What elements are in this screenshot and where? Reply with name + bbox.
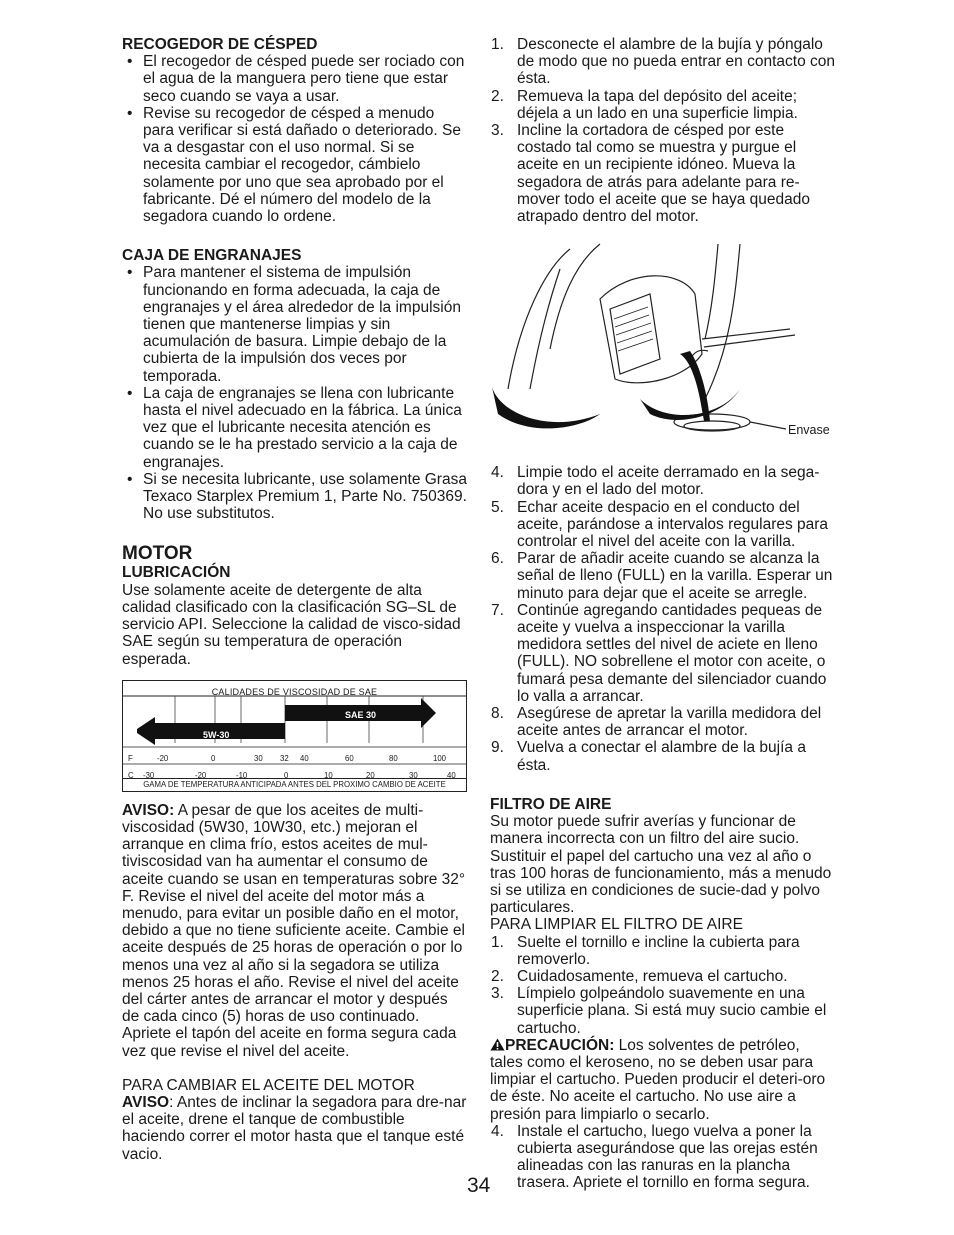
c-tick: 40 (447, 770, 456, 780)
motor-heading: MOTOR (122, 543, 193, 565)
list-item: • Para mantener el sistema de impulsión funcionando en forma adecuada, la caja de engranajes y el área alrededor de la impulsión tienen que mantenerse limpias y sin acumulación de basura. Limpie debajo de la cubierta de la impulsión dos veces por temporada. (122, 264, 467, 384)
c-axis-label: C (128, 770, 134, 780)
sae-chart-title: CALIDADES DE VISCOSIDAD DE SAE (211, 686, 378, 697)
c-tick: -30 (143, 770, 155, 780)
f-tick: 60 (345, 753, 354, 763)
list-item: • La caja de engranajes se llena con lubricante hasta el nivel adecuado en la fábrica. La única vez que el lubricante necesita atención es cuando se le ha prestado servicio a la caja de engranajes. (122, 385, 467, 471)
filtro-text: Su motor puede sufrir averías y funcionar de manera incorrecta con un filtro del aire sucio. Sustituir el papel del cartucho una vez al año o tras 100 horas de funcionamiento, más a menudo si se utiliza en condiciones de sucie-dad y polvo particulares. (490, 813, 832, 917)
aviso2-text: : Antes de inclinar la segadora para dre-nar el aceite, drene el tanque de combustible haciendo correr el motor hasta que el tanque esté vacio. (122, 1093, 467, 1163)
lubricacion-text: Use solamente aceite de detergente de alta calidad clasificado con la clasificación SG–SL de servicio API. Seleccione la calidad de visco-sidad SAE según su temperatura de operación esperada. (122, 581, 461, 668)
precaucion-paragraph (490, 1037, 835, 1123)
c-tick: 10 (324, 770, 333, 780)
precaucion-label: PRECAUCIÓN: (505, 1036, 615, 1054)
list-item: • Revise su recogedor de césped a menudo para verificar si está dañado o deteriorado. Se va a desgastar con el uso normal. Si se necesita cambiar el recogedor, cámbielo solamente por uno que sea aprobado por el fabricante. Dé el número del modelo de la segadora cuando lo ordene. (122, 105, 467, 225)
list-item: 3. Incline la cortadora de césped por este costado tal como se muestra y purgue el aceite en un recipiente idóneo. Mueva la segadora de atrás para adelante para re-mover todo el aceite que se haya quedado atrapado dentro del motor. (491, 122, 810, 226)
list-item: 2. Cuidadosamente, remueva el cartucho. (491, 967, 788, 985)
cambiar-heading: PARA CAMBIAR EL ACEITE DEL MOTOR (122, 1076, 415, 1094)
envase-label: Envase (788, 423, 830, 438)
list-item: 3. Límpielo golpeándolo suavemente en una superficie plana. Si está muy sucio cambie el cartucho. (491, 985, 827, 1037)
filtro-heading: FILTRO DE AIRE (490, 795, 612, 813)
f-tick: 32 (280, 753, 289, 763)
steps-list-b (490, 464, 835, 774)
f-tick: -20 (157, 753, 169, 763)
bar-5w30-label: 5W-30 (203, 729, 230, 740)
steps-list-a (490, 36, 835, 225)
lubricacion-heading: LUBRICACIÓN (122, 564, 231, 582)
caja-heading: CAJA DE ENGRANAJES (122, 247, 302, 265)
c-tick: 0 (284, 770, 289, 780)
list-item: 1. Desconecte el alambre de la bujía y póngalo de modo que no pueda entrar en contacto con ésta. (491, 36, 835, 88)
precaucion-text: Los solventes de petróleo, tales como el keroseno, no se deben usar para limpiar el cartucho. Pueden producir el deteri-oro de éste. No aceite el cartucho. No use aire a presión para limpiarlo o secarlo. (490, 1036, 826, 1123)
aviso-text: A pesar de que los aceites de multi-viscosidad (5W30, 10W30, etc.) mejoran el arranque en clima frío, estos aceites de mul-tiviscosidad van ha aumentar el consumo de aceite cuando se usan en temperaturas sobre 32° F. Revise el nivel del aceite del motor más a menudo, para evitar un posible daño en el motor, debido a que no tiene suficiente aceite. Cambie el aceite después de 25 horas de operación o por lo menos una vez al año si la segadora se utiliza menos 25 horas el año. Revise el nivel del aceite del cárter antes de arrancar el motor y después de cada cinco (5) horas de uso continuado. Apriete el tapón del aceite en forma segura cada vez que revise el nivel del aceite. (122, 801, 466, 1060)
list-item: 5. Echar aceite despacio en el conducto del aceite, parándose a intervalos regulares para controlar el nivel del aceite con la varilla. (491, 498, 829, 551)
steps-list-d (490, 1123, 835, 1192)
f-tick: 80 (389, 753, 398, 763)
engine-drawing (490, 239, 835, 454)
list-item: • Si se necesita lubricante, use solamente Grasa Texaco Starplex Premium 1, Parte No. 750369. No use substitutos. (122, 471, 467, 523)
right-column (490, 36, 835, 1192)
oil-drain-illustration (490, 239, 835, 454)
list-item: • El recogedor de césped puede ser rociado con el agua de la manguera pero tiene que estar seco cuando se vaya a usar. (122, 53, 467, 105)
sae-chart-footer: GAMA DE TEMPERATURA ANTICIPADA ANTES DEL PROXIMO CAMBIO DE ACEITE (123, 778, 466, 791)
list-item: 4. Instale el cartucho, luego vuelva a poner la cubierta asegurándose que las orejas estén alineadas con las ranuras en la plancha trasera. Apriete el tornillo en forma segura. (491, 1122, 818, 1192)
c-tick: 20 (366, 770, 375, 780)
list-item: 6. Parar de añadir aceite cuando se alcanza la señal de lleno (FULL) en la varilla. Esperar un minuto para dejar que el aceite se arregle. (491, 550, 833, 602)
list-item: 1. Suelte el tornillo e incline la cubierta para removerlo. (491, 933, 800, 968)
left-column (122, 36, 467, 1163)
f-tick: 100 (433, 753, 447, 763)
c-tick: 30 (409, 770, 418, 780)
list-item: 2. Remueva la tapa del depósito del aceite; déjela a un lado en una superficie limpia. (491, 87, 798, 122)
caja-list (122, 264, 467, 522)
bar-sae30-label: SAE 30 (345, 709, 377, 720)
recogedor-heading: RECOGEDOR DE CÉSPED (122, 36, 318, 53)
aviso-label: AVISO: (122, 801, 175, 819)
limpiar-heading: PARA LIMPIAR EL FILTRO DE AIRE (490, 916, 743, 934)
list-item: 7. Continúe agregando cantidades pequeas de aceite y vuelva a inspeccionar la varilla medidora settles del nivel de aciete en lleno (FULL). NO sobrellene el motor con aceite, o fumará pesa demante del silenciador cuando lo valla a arrancar. (491, 601, 827, 705)
page-number: 34 (467, 1174, 491, 1197)
sae-viscosity-chart (122, 680, 467, 792)
list-item: 8. Asegúrese de apretar la varilla medidora del aceite antes de arrancar el motor. (491, 705, 822, 740)
warning-icon (490, 1038, 505, 1051)
f-tick: 0 (211, 753, 216, 763)
aviso2-label: AVISO (122, 1093, 170, 1111)
c-tick: -20 (195, 770, 207, 780)
f-axis-label: F (128, 753, 133, 763)
list-item: 9. Vuelva a conectar el alambre de la bujía a ésta. (491, 739, 806, 774)
list-item: 4. Limpie todo el aceite derramado en la sega-dora y en el lado del motor. (491, 464, 820, 499)
f-tick: 30 (254, 753, 263, 763)
steps-list-c (490, 934, 835, 1037)
f-tick: 40 (300, 753, 309, 763)
aviso2-paragraph (122, 1094, 467, 1163)
recogedor-list (122, 53, 467, 225)
c-tick: -10 (236, 770, 248, 780)
aviso-paragraph (122, 802, 467, 1060)
